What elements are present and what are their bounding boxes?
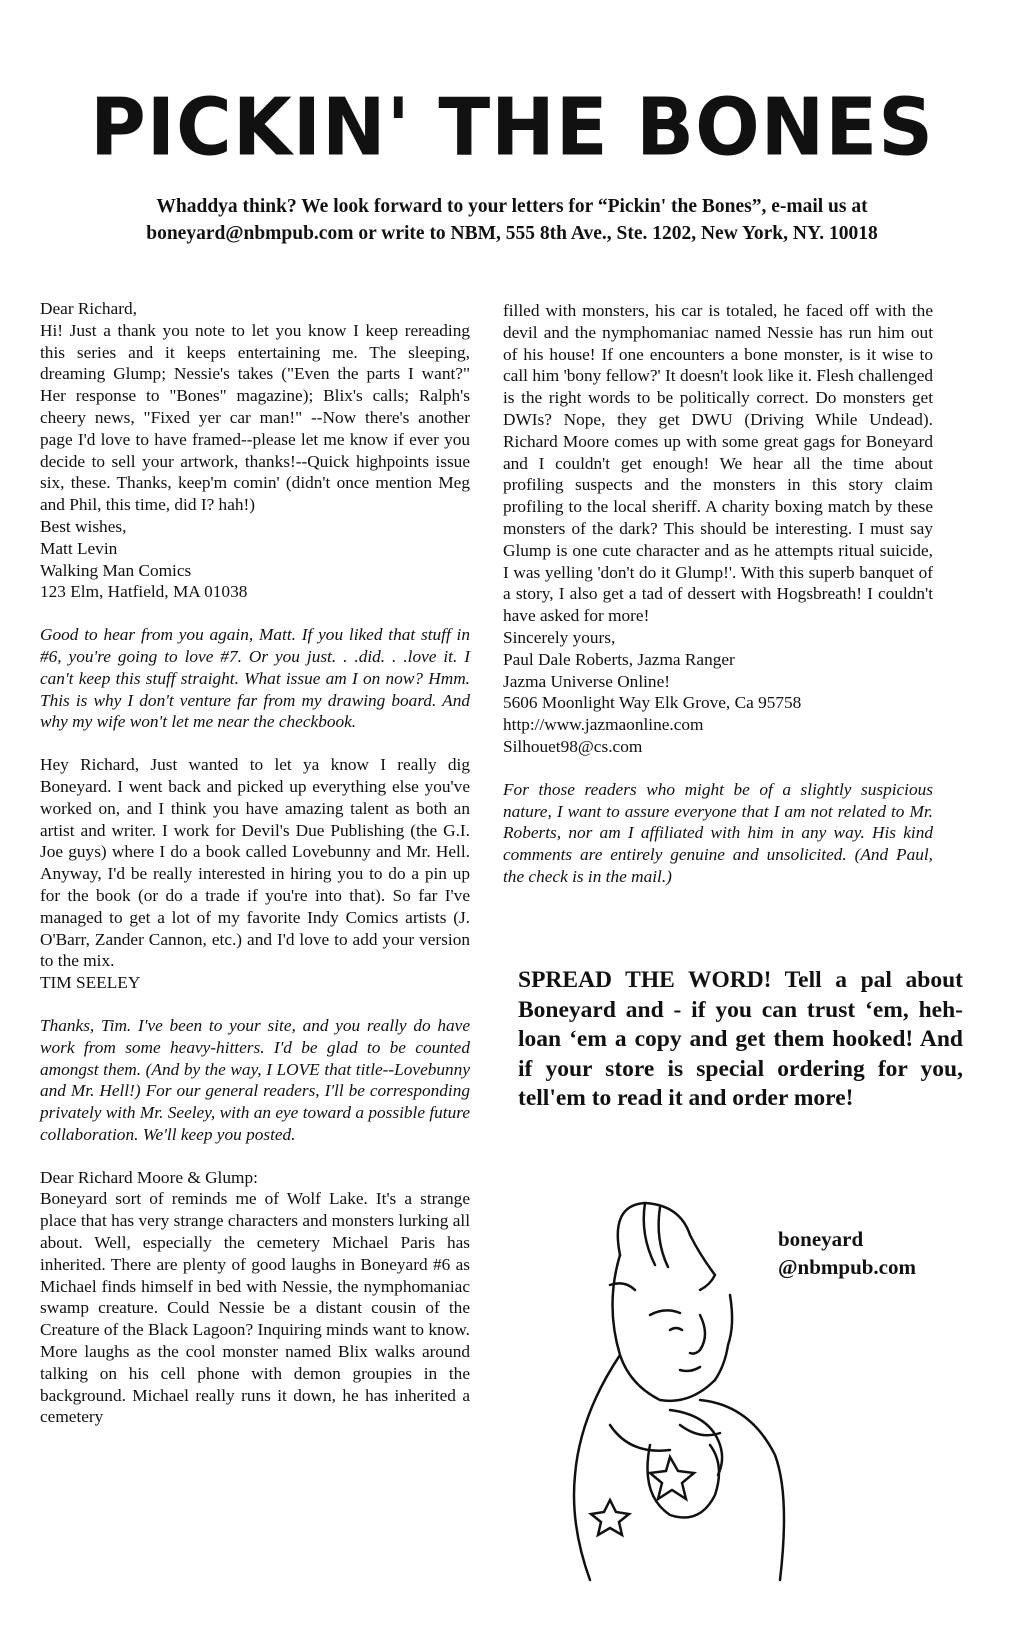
right-column bbox=[503, 300, 933, 909]
editor-reply-3: For those readers who might be of a slightly suspicious nature, I want to assure everyone that I am not related to Mr. Roberts, nor am I affiliated with him in any way. His kind comments are entirely genuine and unsolicited. (And Paul, the check is in the mail.) bbox=[503, 779, 933, 886]
letter-body: Hi! Just a thank you note to let you know I keep rereading this series and it keeps entertaining me. The sleeping, dreaming Glump; Nessie's takes ("Even the parts I want?" Her response to "Bones" magazine); Blix's calls; Ralph's cheery news, "Fixed yer car man!" --Now there's another page I'd love to have framed--please let me know if ever you decide to sell your artwork, thanks!--Quick highpoints issue six, these. Thanks, keep'm comin' (didn't once mention Meg and Phil, this time, did I? hah!) bbox=[40, 320, 470, 515]
editor-reply-1: Good to hear from you again, Matt. If you liked that stuff in #6, you're going to love #7. Or you just. . .did. . .love it. I can't keep this stuff straight. What issue am I on now? Hmm. This is why I don't venture far from my drawing board. And why my wife won't let me near the checkbook. bbox=[40, 625, 470, 732]
contact-email-line-1: boneyard bbox=[778, 1227, 864, 1251]
subtitle-line-2: boneyard@nbmpub.com or write to NBM, 555 8th Ave., Ste. 1202, New York, NY. 10018 bbox=[146, 223, 878, 244]
signature-email: Silhouet98@cs.com bbox=[503, 736, 643, 756]
signature-company: Walking Man Comics bbox=[40, 560, 192, 580]
page-title: PICKIN' THE BONES bbox=[90, 79, 934, 174]
spread-the-word-callout: SPREAD THE WORD! Tell a pal about Boneyard and - if you can trust ‘em, heh- loan ‘em a copy and get them hooked! And if your store is special ordering for you, tell'em to read it and order more! bbox=[518, 967, 963, 1111]
signature-name: Matt Levin bbox=[40, 538, 118, 558]
salutation: Dear Richard, bbox=[40, 299, 137, 318]
letter-tim-seeley: Hey Richard, Just wanted to let ya know I really dig Boneyard. I went back and picked up everything else you've worked on, and I think you have amazing talent as both an artist and writer. I work for Devil's Due Publishing (the G.I. Joe guys) where I do a book called Lovebunny and Mr. Hell. Anyway, I'd be really interested in hiring you to do a pin up for the book (or do a trade if you're into that). So far I've managed to get a lot of my favorite Indy Comics artists (J. O'Barr, Zander Cannon, etc.) and I'd love to add your version to the mix. bbox=[40, 755, 470, 971]
contact-email-line-2: @nbmpub.com bbox=[778, 1255, 916, 1279]
letter-matt-levin bbox=[40, 298, 470, 603]
contact-email bbox=[778, 1225, 916, 1281]
signature-address: 123 Elm, Hatfield, MA 01038 bbox=[40, 582, 248, 602]
signature-org: Jazma Universe Online! bbox=[503, 671, 670, 691]
signature-address: 5606 Moonlight Way Elk Grove, Ca 95758 bbox=[503, 693, 802, 713]
signature-tim-seeley: TIM SEELEY bbox=[40, 973, 141, 993]
page-subtitle bbox=[60, 193, 964, 247]
editor-reply-2: Thanks, Tim. I've been to your site, and you really do have work from some heavy-hitters. I'd be glad to be counted amongst them. (And by the way, I LOVE that title--Lovebunny and Mr. Hell!) For our general readers, I'll be corresponding privately with Mr. Seeley, with an eye toward a possible future collaboration. We'll keep you posted. bbox=[40, 1015, 470, 1144]
closing: Best wishes, bbox=[40, 516, 127, 536]
letter-paul-roberts-continued: filled with monsters, his car is totaled, he faced off with the devil and the nymphomaniac named Nessie has run him out of his house! If one encounters a bone monster, is it wise to call him 'bony fellow?' It doesn't look like it. Flesh challenged is the right words to be politically correct. Do monsters get DWIs? Nope, they get DWU (Driving While Undead). Richard Moore comes up with some great gags for Boneyard and I couldn't get enough! We hear all the time about profiling suspects and the monsters in this story claim profiling to the local sheriff. A charity boxing match by these monsters of the dark? This should be interesting. I must say Glump is one cute character and as he attempts ritual suicide, I was yelling 'don't do it Glump!'. With this superb banquet of a story, I also get a tad of dessert with Hogsbreath! I couldn't have asked for more! bbox=[503, 301, 933, 626]
left-column bbox=[40, 298, 470, 1428]
closing: Sincerely yours, bbox=[503, 627, 616, 647]
signature-url: http://www.jazmaonline.com bbox=[503, 715, 704, 735]
salutation: Dear Richard Moore & Glump: bbox=[40, 1167, 258, 1187]
letter-paul-roberts-start: Boneyard sort of reminds me of Wolf Lake. It's a strange place that has very strange characters and monsters lurking all about. Well, especially the cemetery Michael Paris has inherited. There are plenty of good laughs in Boneyard #6 as Michael finds himself in bed with Nessie, the nymphomaniac swamp creature. Could Nessie be a distant cousin of the Creature of the Black Lagoon? Inquiring minds want to know. More laughs as the cool monster named Blix walks around talking on his cell phone with demon groupies in the background. Michael really runs it down, he has inherited a cemetery bbox=[40, 1189, 470, 1427]
subtitle-line-1: Whaddya think? We look forward to your letters for “Pickin' the Bones”, e-mail us at bbox=[156, 196, 868, 217]
signature-name: Paul Dale Roberts, Jazma Ranger bbox=[503, 649, 735, 669]
